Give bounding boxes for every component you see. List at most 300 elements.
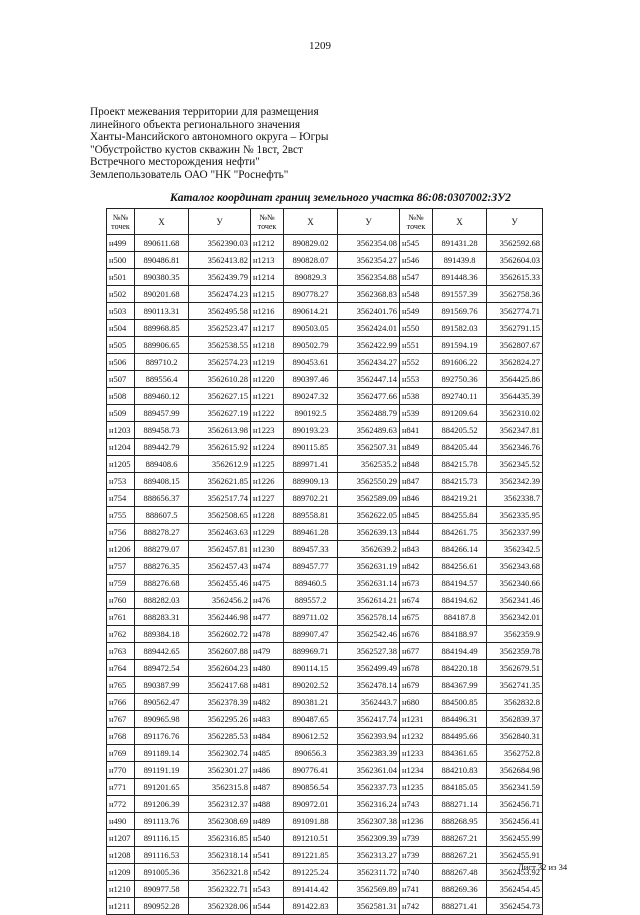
y-coordinate-cell: 3562447.14 [338, 371, 400, 388]
point-number-cell: н1221 [251, 388, 284, 405]
y-coordinate-cell: 3562401.76 [338, 303, 400, 320]
x-coordinate-cell: 884215.73 [433, 473, 487, 490]
table-row [107, 796, 543, 813]
x-coordinate-cell: 889460.5 [284, 575, 338, 592]
point-number-cell: н1233 [400, 745, 433, 762]
point-number-cell: н504 [107, 320, 135, 337]
point-number-cell: н546 [400, 252, 433, 269]
y-coordinate-cell: 3562345.52 [487, 456, 543, 473]
y-coordinate-cell: 3562752.8 [487, 745, 543, 762]
point-number-cell: н845 [400, 507, 433, 524]
y-coordinate-cell: 3562308.69 [189, 813, 251, 830]
y-coordinate-cell: 3562578.14 [338, 609, 400, 626]
x-coordinate-cell: 889408.6 [135, 456, 189, 473]
table-row [107, 507, 543, 524]
point-number-cell: н474 [251, 558, 284, 575]
y-coordinate-cell: 3562285.53 [189, 728, 251, 745]
point-number-cell: н543 [251, 881, 284, 898]
y-coordinate-cell: 3562527.38 [338, 643, 400, 660]
point-number-cell: н1218 [251, 337, 284, 354]
y-coordinate-cell: 3562457.43 [189, 558, 251, 575]
column-header-x: X [135, 209, 189, 235]
point-number-cell: н1209 [107, 864, 135, 881]
point-number-cell: н677 [400, 643, 433, 660]
x-coordinate-cell: 890952.28 [135, 898, 189, 915]
table-row [107, 830, 543, 847]
table-row [107, 575, 543, 592]
y-coordinate-cell: 3562328.06 [189, 898, 251, 915]
point-number-cell: н844 [400, 524, 433, 541]
x-coordinate-cell: 890201.68 [135, 286, 189, 303]
y-coordinate-cell: 3564425.86 [487, 371, 543, 388]
header-line: Проект межевания территории для размещения [90, 106, 319, 118]
table-row [107, 643, 543, 660]
y-coordinate-cell: 3562301.27 [189, 762, 251, 779]
y-coordinate-cell: 3562341.46 [487, 592, 543, 609]
x-coordinate-cell: 889909.13 [284, 473, 338, 490]
x-coordinate-cell: 884256.61 [433, 558, 487, 575]
y-coordinate-cell: 3562315.8 [189, 779, 251, 796]
x-coordinate-cell: 890965.98 [135, 711, 189, 728]
page-number: 1209 [309, 40, 331, 52]
y-coordinate-cell: 3562354.08 [338, 235, 400, 252]
point-number-cell: н1234 [400, 762, 433, 779]
point-number-cell: н765 [107, 677, 135, 694]
point-number-cell: н1208 [107, 847, 135, 864]
x-coordinate-cell: 890397.46 [284, 371, 338, 388]
header-line: "Обустройство кустов скважин № 1вст, 2вст [90, 143, 303, 156]
column-header-x: X [284, 209, 338, 235]
point-number-cell: н756 [107, 524, 135, 541]
x-coordinate-cell: 889702.21 [284, 490, 338, 507]
x-coordinate-cell: 884205.44 [433, 439, 487, 456]
point-number-cell: н1220 [251, 371, 284, 388]
point-number-cell: н487 [251, 779, 284, 796]
x-coordinate-cell: 891569.76 [433, 303, 487, 320]
point-number-cell: н846 [400, 490, 433, 507]
point-number-cell: н503 [107, 303, 135, 320]
table-row [107, 558, 543, 575]
x-coordinate-cell: 884187.8 [433, 609, 487, 626]
table-row [107, 813, 543, 830]
point-number-cell: н767 [107, 711, 135, 728]
y-coordinate-cell: 3562542.46 [338, 626, 400, 643]
x-coordinate-cell: 890856.54 [284, 779, 338, 796]
y-coordinate-cell: 3562341.59 [487, 779, 543, 796]
table-row [107, 388, 543, 405]
y-coordinate-cell: 3562368.83 [338, 286, 400, 303]
x-coordinate-cell: 884220.18 [433, 660, 487, 677]
x-coordinate-cell: 888269.36 [433, 881, 487, 898]
x-coordinate-cell: 889557.2 [284, 592, 338, 609]
x-coordinate-cell: 888607.5 [135, 507, 189, 524]
y-coordinate-cell: 3562489.63 [338, 422, 400, 439]
table-row [107, 711, 543, 728]
y-coordinate-cell: 3562758.36 [487, 286, 543, 303]
x-coordinate-cell: 890381.21 [284, 694, 338, 711]
y-coordinate-cell: 3562354.27 [338, 252, 400, 269]
y-coordinate-cell: 3562318.14 [189, 847, 251, 864]
point-number-cell: н1203 [107, 422, 135, 439]
x-coordinate-cell: 890387.99 [135, 677, 189, 694]
y-coordinate-cell: 3562342.39 [487, 473, 543, 490]
y-coordinate-cell: 3562807.67 [487, 337, 543, 354]
y-coordinate-cell: 3562337.73 [338, 779, 400, 796]
y-coordinate-cell: 3562346.76 [487, 439, 543, 456]
y-coordinate-cell: 3562456.71 [487, 796, 543, 813]
y-coordinate-cell: 3562316.85 [189, 830, 251, 847]
y-coordinate-cell: 3562424.01 [338, 320, 400, 337]
x-coordinate-cell: 891557.39 [433, 286, 487, 303]
point-number-cell: н680 [400, 694, 433, 711]
x-coordinate-cell: 889968.85 [135, 320, 189, 337]
x-coordinate-cell: 890192.5 [284, 405, 338, 422]
y-coordinate-cell: 3562342.5 [487, 541, 543, 558]
y-coordinate-cell: 3562592.68 [487, 235, 543, 252]
x-coordinate-cell: 890776.41 [284, 762, 338, 779]
x-coordinate-cell: 890612.52 [284, 728, 338, 745]
header-line: Ханты-Мансийского автономного округа – Югры [90, 131, 329, 144]
x-coordinate-cell: 891201.65 [135, 779, 189, 796]
y-coordinate-cell: 3562840.31 [487, 728, 543, 745]
point-number-cell: н538 [400, 388, 433, 405]
column-header-y: У [189, 209, 251, 235]
point-number-cell: н766 [107, 694, 135, 711]
table-row [107, 626, 543, 643]
y-coordinate-cell: 3562454.45 [487, 881, 543, 898]
y-coordinate-cell: 3562679.51 [487, 660, 543, 677]
x-coordinate-cell: 884261.75 [433, 524, 487, 541]
point-number-cell: н674 [400, 592, 433, 609]
x-coordinate-cell: 891116.53 [135, 847, 189, 864]
point-number-cell: н847 [400, 473, 433, 490]
y-coordinate-cell: 3562321.8 [189, 864, 251, 881]
y-coordinate-cell: 3562622.05 [338, 507, 400, 524]
point-number-cell: н1232 [400, 728, 433, 745]
header-line: Встречного месторождения нефти" [90, 156, 260, 169]
point-number-cell: н1212 [251, 235, 284, 252]
point-number-cell: н762 [107, 626, 135, 643]
y-coordinate-cell: 3562627.19 [189, 405, 251, 422]
point-number-cell: н540 [251, 830, 284, 847]
point-number-cell: н1211 [107, 898, 135, 915]
table-row [107, 439, 543, 456]
x-coordinate-cell: 892750.36 [433, 371, 487, 388]
x-coordinate-cell: 889472.54 [135, 660, 189, 677]
x-coordinate-cell: 891431.28 [433, 235, 487, 252]
table-row [107, 592, 543, 609]
y-coordinate-cell: 3562383.39 [338, 745, 400, 762]
point-number-cell: н770 [107, 762, 135, 779]
table-row [107, 456, 543, 473]
y-coordinate-cell: 3562613.98 [189, 422, 251, 439]
table-row [107, 354, 543, 371]
y-coordinate-cell: 3562631.19 [338, 558, 400, 575]
y-coordinate-cell: 3562309.39 [338, 830, 400, 847]
x-coordinate-cell: 889457.77 [284, 558, 338, 575]
point-number-cell: н740 [400, 864, 433, 881]
table-row [107, 405, 543, 422]
y-coordinate-cell: 3562523.47 [189, 320, 251, 337]
x-coordinate-cell: 890502.79 [284, 337, 338, 354]
y-coordinate-cell: 3562507.31 [338, 439, 400, 456]
x-coordinate-cell: 884215.78 [433, 456, 487, 473]
x-coordinate-cell: 890614.21 [284, 303, 338, 320]
y-coordinate-cell: 3562604.03 [487, 252, 543, 269]
y-coordinate-cell: 3562343.68 [487, 558, 543, 575]
point-number-cell: н843 [400, 541, 433, 558]
table-row [107, 541, 543, 558]
x-coordinate-cell: 891422.83 [284, 898, 338, 915]
x-coordinate-cell: 884194.57 [433, 575, 487, 592]
x-coordinate-cell: 890611.68 [135, 235, 189, 252]
x-coordinate-cell: 890487.65 [284, 711, 338, 728]
y-coordinate-cell: 3562390.03 [189, 235, 251, 252]
y-coordinate-cell: 3562463.63 [189, 524, 251, 541]
y-coordinate-cell: 3562311.72 [338, 864, 400, 881]
y-coordinate-cell: 3562538.55 [189, 337, 251, 354]
y-coordinate-cell: 3562354.88 [338, 269, 400, 286]
point-number-cell: н490 [107, 813, 135, 830]
x-coordinate-cell: 889457.33 [284, 541, 338, 558]
x-coordinate-cell: 884185.05 [433, 779, 487, 796]
y-coordinate-cell: 3562417.68 [189, 677, 251, 694]
point-number-cell: н1235 [400, 779, 433, 796]
x-coordinate-cell: 891176.76 [135, 728, 189, 745]
y-coordinate-cell: 3562456.41 [487, 813, 543, 830]
table-row [107, 881, 543, 898]
point-number-cell: н481 [251, 677, 284, 694]
point-number-cell: н743 [400, 796, 433, 813]
x-coordinate-cell: 890113.31 [135, 303, 189, 320]
table-row [107, 473, 543, 490]
point-number-cell: н505 [107, 337, 135, 354]
point-number-cell: н739 [400, 830, 433, 847]
x-coordinate-cell: 891091.88 [284, 813, 338, 830]
point-number-cell: н768 [107, 728, 135, 745]
y-coordinate-cell: 3562615.33 [487, 269, 543, 286]
y-coordinate-cell: 3562310.02 [487, 405, 543, 422]
point-number-cell: н1204 [107, 439, 135, 456]
y-coordinate-cell: 3562639.13 [338, 524, 400, 541]
y-coordinate-cell: 3562832.8 [487, 694, 543, 711]
point-number-cell: н502 [107, 286, 135, 303]
x-coordinate-cell: 888271.41 [433, 898, 487, 915]
x-coordinate-cell: 888656.37 [135, 490, 189, 507]
point-number-cell: н675 [400, 609, 433, 626]
table-row [107, 490, 543, 507]
point-number-cell: н1222 [251, 405, 284, 422]
point-number-cell: н508 [107, 388, 135, 405]
point-number-cell: н1227 [251, 490, 284, 507]
table-row [107, 864, 543, 881]
point-number-cell: н760 [107, 592, 135, 609]
x-coordinate-cell: 888267.48 [433, 864, 487, 881]
y-coordinate-cell: 3562631.14 [338, 575, 400, 592]
x-coordinate-cell: 891191.19 [135, 762, 189, 779]
x-coordinate-cell: 889906.65 [135, 337, 189, 354]
y-coordinate-cell: 3562302.74 [189, 745, 251, 762]
catalog-title: Каталог координат границ земельного участка 86:08:0307002:ЗУ2 [170, 192, 511, 204]
table-row [107, 269, 543, 286]
header-line: Землепользователь ОАО "НК "Роснефть" [90, 168, 289, 181]
point-number-cell: н1213 [251, 252, 284, 269]
table-row [107, 847, 543, 864]
point-number-cell: н848 [400, 456, 433, 473]
x-coordinate-cell: 890202.52 [284, 677, 338, 694]
point-number-cell: н739 [400, 847, 433, 864]
x-coordinate-cell: 884210.83 [433, 762, 487, 779]
table-row [107, 609, 543, 626]
point-number-cell: н486 [251, 762, 284, 779]
table-row [107, 694, 543, 711]
x-coordinate-cell: 891116.15 [135, 830, 189, 847]
point-number-cell: н482 [251, 694, 284, 711]
point-number-cell: н678 [400, 660, 433, 677]
y-coordinate-cell: 3562684.98 [487, 762, 543, 779]
table-body [107, 235, 543, 915]
x-coordinate-cell: 890656.3 [284, 745, 338, 762]
y-coordinate-cell: 3562342.01 [487, 609, 543, 626]
point-number-cell: н489 [251, 813, 284, 830]
x-coordinate-cell: 891439.8 [433, 252, 487, 269]
point-number-cell: н673 [400, 575, 433, 592]
x-coordinate-cell: 890977.58 [135, 881, 189, 898]
point-number-cell: н1210 [107, 881, 135, 898]
point-number-cell: н476 [251, 592, 284, 609]
x-coordinate-cell: 890562.47 [135, 694, 189, 711]
x-coordinate-cell: 884255.84 [433, 507, 487, 524]
table-row [107, 728, 543, 745]
y-coordinate-cell: 3562359.78 [487, 643, 543, 660]
point-number-cell: н1214 [251, 269, 284, 286]
table-row [107, 252, 543, 269]
table-row [107, 235, 543, 252]
y-coordinate-cell: 3562474.23 [189, 286, 251, 303]
point-number-cell: н547 [400, 269, 433, 286]
point-number-cell: н1236 [400, 813, 433, 830]
point-number-cell: н753 [107, 473, 135, 490]
point-number-cell: н1206 [107, 541, 135, 558]
x-coordinate-cell: 889711.02 [284, 609, 338, 626]
point-number-cell: н741 [400, 881, 433, 898]
y-coordinate-cell: 3562839.37 [487, 711, 543, 728]
point-number-cell: н769 [107, 745, 135, 762]
y-coordinate-cell: 3562791.15 [487, 320, 543, 337]
x-coordinate-cell: 891210.51 [284, 830, 338, 847]
point-number-cell: н539 [400, 405, 433, 422]
x-coordinate-cell: 891209.64 [433, 405, 487, 422]
y-coordinate-cell: 3562378.39 [189, 694, 251, 711]
point-number-cell: н1223 [251, 422, 284, 439]
x-coordinate-cell: 888268.95 [433, 813, 487, 830]
table-row [107, 745, 543, 762]
y-coordinate-cell: 3562322.71 [189, 881, 251, 898]
point-number-cell: н849 [400, 439, 433, 456]
point-number-cell: н506 [107, 354, 135, 371]
table-row [107, 762, 543, 779]
point-number-cell: н501 [107, 269, 135, 286]
point-number-cell: н485 [251, 745, 284, 762]
point-number-cell: н1228 [251, 507, 284, 524]
x-coordinate-cell: 889460.12 [135, 388, 189, 405]
x-coordinate-cell: 888276.68 [135, 575, 189, 592]
x-coordinate-cell: 889457.99 [135, 405, 189, 422]
x-coordinate-cell: 884361.65 [433, 745, 487, 762]
x-coordinate-cell: 884219.21 [433, 490, 487, 507]
y-coordinate-cell: 3562295.26 [189, 711, 251, 728]
y-coordinate-cell: 3562457.81 [189, 541, 251, 558]
point-number-cell: н550 [400, 320, 433, 337]
point-number-cell: н755 [107, 507, 135, 524]
point-number-cell: н772 [107, 796, 135, 813]
x-coordinate-cell: 884194.49 [433, 643, 487, 660]
x-coordinate-cell: 890829.02 [284, 235, 338, 252]
point-number-cell: н759 [107, 575, 135, 592]
x-coordinate-cell: 889971.41 [284, 456, 338, 473]
point-number-cell: н499 [107, 235, 135, 252]
x-coordinate-cell: 888267.21 [433, 830, 487, 847]
y-coordinate-cell: 3562455.46 [189, 575, 251, 592]
y-coordinate-cell: 3562393.94 [338, 728, 400, 745]
point-number-cell: н754 [107, 490, 135, 507]
y-coordinate-cell: 3562316.24 [338, 796, 400, 813]
column-header-point-number: №№ точек [400, 209, 433, 235]
x-coordinate-cell: 890972.01 [284, 796, 338, 813]
y-coordinate-cell: 3562361.04 [338, 762, 400, 779]
y-coordinate-cell: 3562417.74 [338, 711, 400, 728]
point-number-cell: н500 [107, 252, 135, 269]
x-coordinate-cell: 888283.31 [135, 609, 189, 626]
y-coordinate-cell: 3562614.21 [338, 592, 400, 609]
x-coordinate-cell: 891414.42 [284, 881, 338, 898]
table-row [107, 779, 543, 796]
y-coordinate-cell: 3562313.27 [338, 847, 400, 864]
x-coordinate-cell: 891113.76 [135, 813, 189, 830]
x-coordinate-cell: 889710.2 [135, 354, 189, 371]
x-coordinate-cell: 890828.07 [284, 252, 338, 269]
point-number-cell: н483 [251, 711, 284, 728]
point-number-cell: н757 [107, 558, 135, 575]
y-coordinate-cell: 3562307.38 [338, 813, 400, 830]
point-number-cell: н541 [251, 847, 284, 864]
x-coordinate-cell: 890829.3 [284, 269, 338, 286]
y-coordinate-cell: 3562615.92 [189, 439, 251, 456]
y-coordinate-cell: 3562741.35 [487, 677, 543, 694]
y-coordinate-cell: 3564435.39 [487, 388, 543, 405]
point-number-cell: н842 [400, 558, 433, 575]
x-coordinate-cell: 889907.47 [284, 626, 338, 643]
y-coordinate-cell: 3562347.81 [487, 422, 543, 439]
y-coordinate-cell: 3562337.99 [487, 524, 543, 541]
table-row [107, 660, 543, 677]
x-coordinate-cell: 891206.39 [135, 796, 189, 813]
column-header-point-number: №№ точек [251, 209, 284, 235]
point-number-cell: н1231 [400, 711, 433, 728]
x-coordinate-cell: 891225.24 [284, 864, 338, 881]
point-number-cell: н1225 [251, 456, 284, 473]
point-number-cell: н1207 [107, 830, 135, 847]
column-header-y: У [338, 209, 400, 235]
x-coordinate-cell: 888271.14 [433, 796, 487, 813]
point-number-cell: н742 [400, 898, 433, 915]
y-coordinate-cell: 3562340.66 [487, 575, 543, 592]
x-coordinate-cell: 890486.81 [135, 252, 189, 269]
x-coordinate-cell: 889969.71 [284, 643, 338, 660]
x-coordinate-cell: 891005.36 [135, 864, 189, 881]
table-row [107, 337, 543, 354]
point-number-cell: н1226 [251, 473, 284, 490]
